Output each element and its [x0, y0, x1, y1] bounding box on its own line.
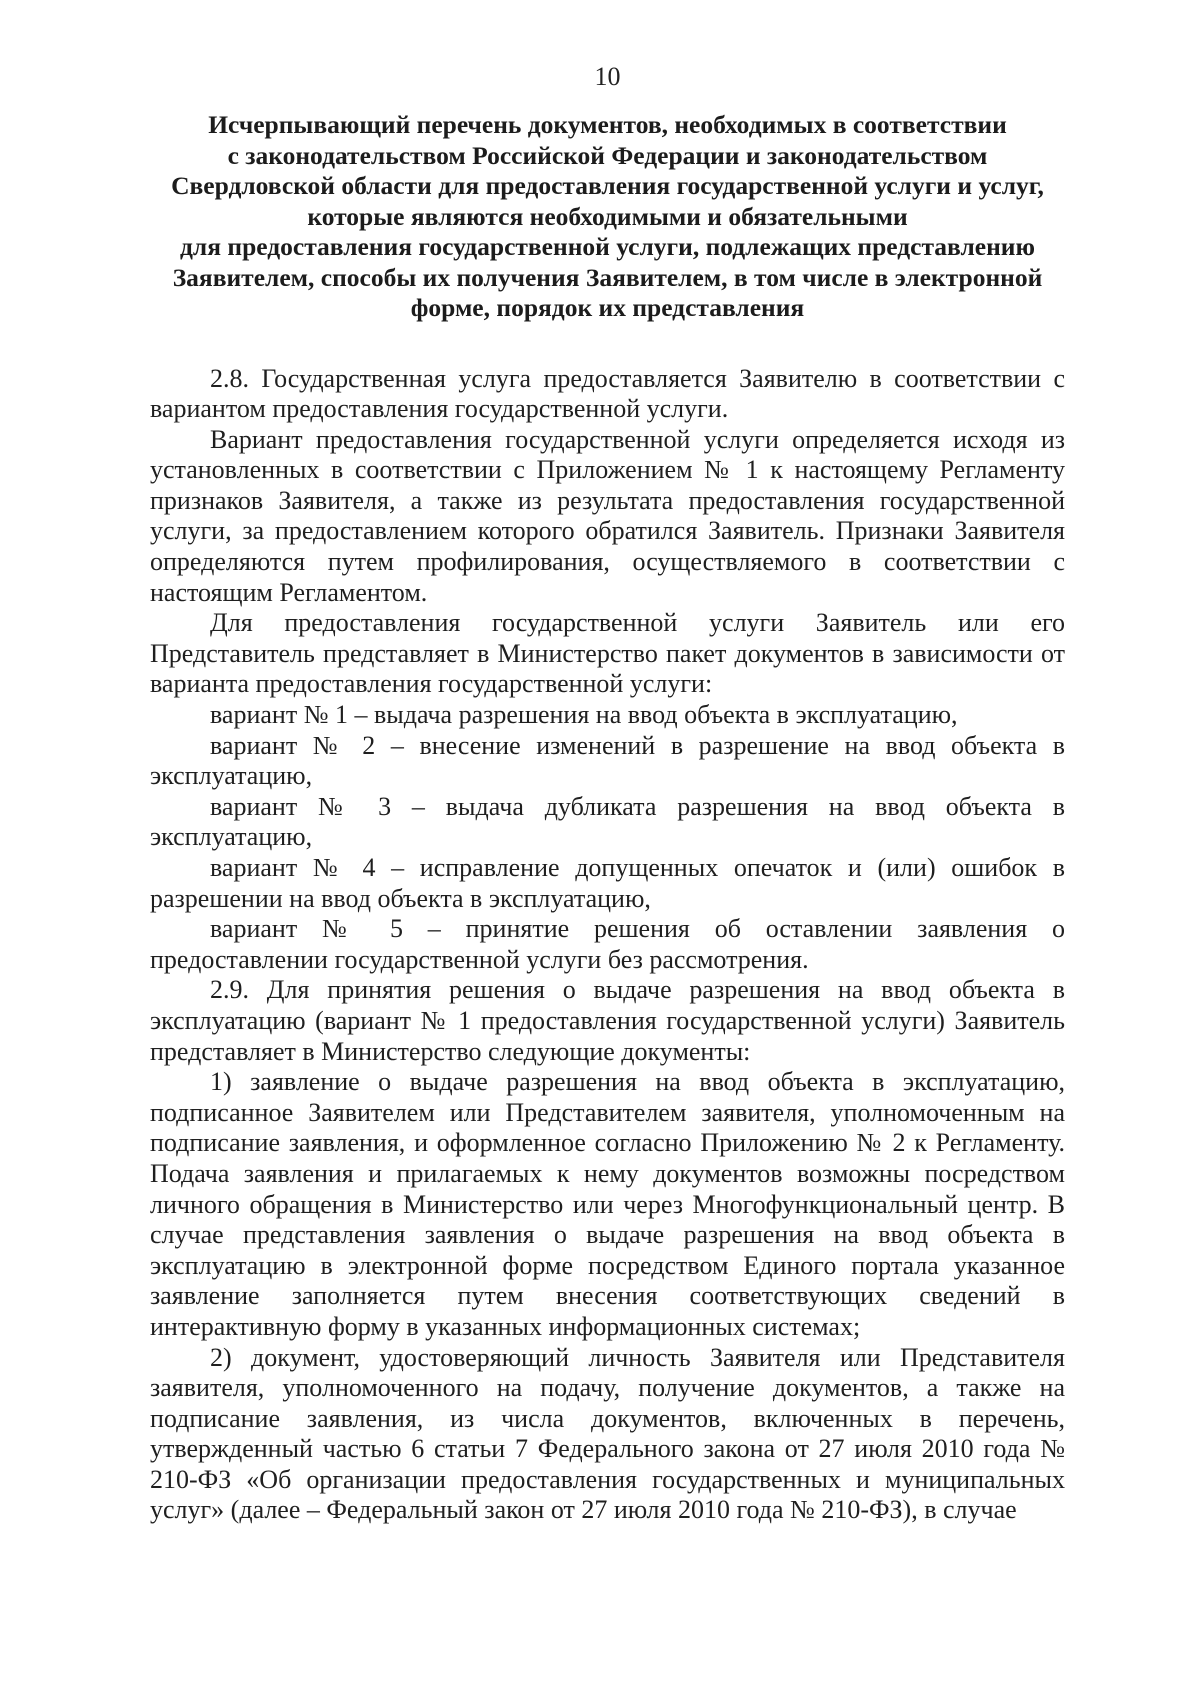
- paragraph-variant-definition: Вариант предоставления государственной услуги определяется исходя из установленных в соответствии с Приложением № 1 к настоящему Регламенту признаков Заявителя, а также из результата предоставления государственной услуги, за предоставлением которого обратился Заявитель. Признаки Заявителя определяются путем профилирования, осуществляемого в соответствии с настоящим Регламентом.: [150, 424, 1065, 607]
- document-page: [150, 62, 1065, 1526]
- document-item-2: 2) документ, удостоверяющий личность Заявителя или Представителя заявителя, уполномоченного на подачу, получение документов, а также на подписание заявления, из числа документов, включенных в перечень, утвержденный частью 6 статьи 7 Федерального закона от 27 июля 2010 года № 210-ФЗ «Об организации предоставления государственных и муниципальных услуг» (далее – Федеральный закон от 27 июля 2010 года № 210-ФЗ), в случае: [150, 1342, 1065, 1525]
- paragraph-2-8: 2.8. Государственная услуга предоставляется Заявителю в соответствии с вариантом предоставления государственной услуги.: [150, 363, 1065, 424]
- heading-line: Заявителем, способы их получения Заявителем, в том числе в электронной: [172, 262, 1043, 292]
- document-item-1: 1) заявление о выдаче разрешения на ввод объекта в эксплуатацию, подписанное Заявителем или Представителем заявителя, уполномоченным на подписание заявления, и оформленное согласно Приложению № 2 к Регламенту. Подача заявления и прилагаемых к нему документов возможны посредством личного обращения в Министерство или через Многофункциональный центр. В случае представления заявления о выдаче разрешения на ввод объекта в эксплуатацию в электронной форме посредством Единого портала указанное заявление заполняется путем внесения соответствующих сведений в интерактивную форму в указанных информационных системах;: [150, 1067, 1065, 1341]
- heading-line: с законодательством Российской Федерации и законодательством: [227, 140, 988, 170]
- variant-4-item: вариант № 4 – исправление допущенных опечаток и (или) ошибок в разрешении на ввод объекта в эксплуатацию,: [150, 853, 1065, 913]
- paragraph-documents-package: Для предоставления государственной услуги Заявитель или его Представитель представляет в Министерство пакет документов в зависимости от варианта предоставления государственной услуги:: [150, 608, 1065, 699]
- heading-line: для предоставления государственной услуги, подлежащих представлению: [180, 232, 1035, 261]
- variant-1-item: вариант № 1 – выдача разрешения на ввод объекта в эксплуатацию,: [210, 700, 958, 730]
- variant-5-item: вариант № 5 – принятие решения об оставлении заявления о предоставлении государственной услуги без рассмотрения.: [150, 914, 1065, 974]
- heading-line: Исчерпывающий перечень документов, необходимых в соответствии: [208, 110, 1007, 139]
- variant-3-item: вариант № 3 – выдача дубликата разрешения на ввод объекта в эксплуатацию,: [150, 791, 1065, 852]
- paragraph-2-9: 2.9. Для принятия решения о выдаче разрешения на ввод объекта в эксплуатацию (вариант № 1 предоставления государственной услуги) Заявитель представляет в Министерство следующие документы:: [150, 975, 1065, 1066]
- variant-2-item: вариант № 2 – внесение изменений в разрешение на ввод объекта в эксплуатацию,: [150, 730, 1065, 791]
- page-number: 10: [594, 62, 621, 91]
- heading-line: Свердловской области для предоставления государственной услуги и услуг,: [171, 171, 1044, 200]
- body-text: [150, 364, 1065, 1527]
- heading-line: форме, порядок их представления: [410, 293, 805, 322]
- heading-line: которые являются необходимыми и обязательными: [307, 201, 908, 231]
- section-heading: [150, 110, 1065, 324]
